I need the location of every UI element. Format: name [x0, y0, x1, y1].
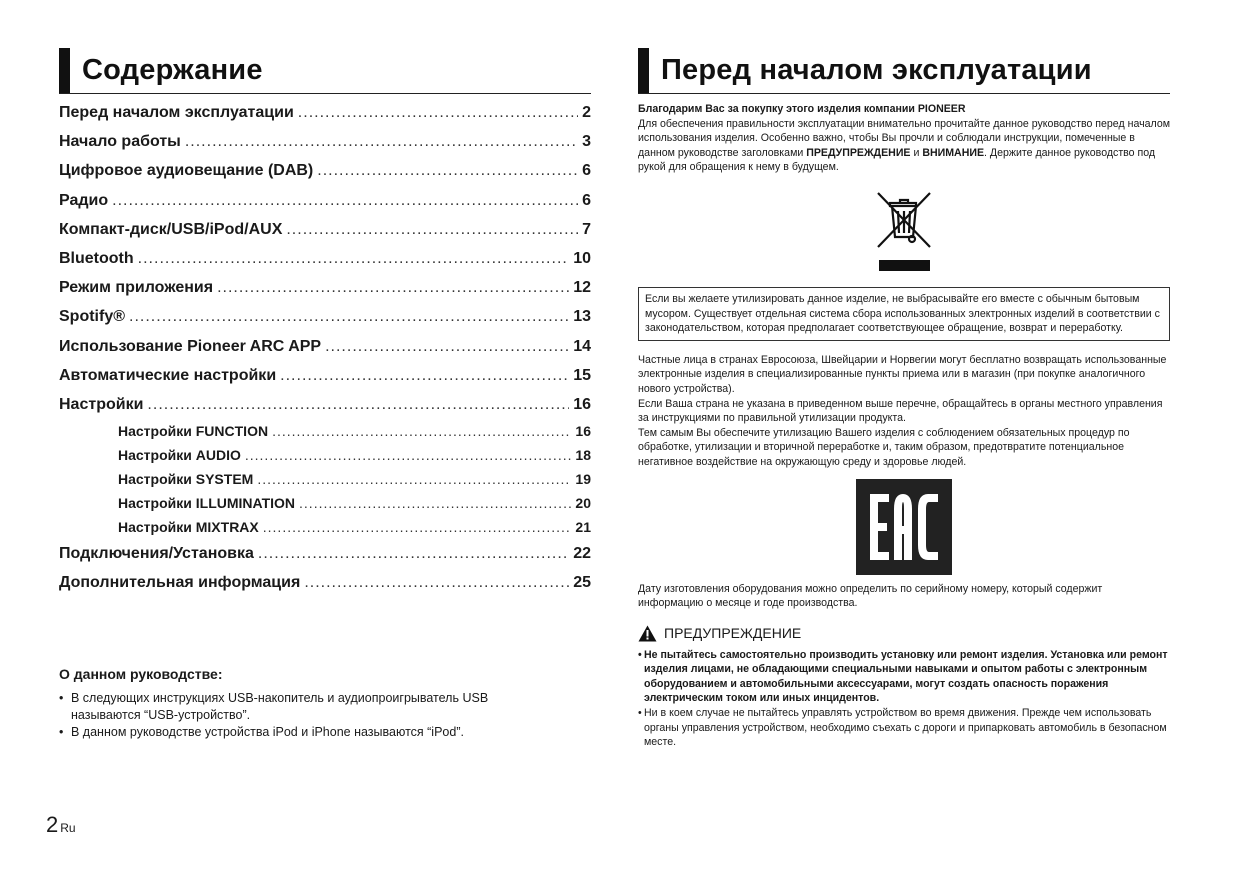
section-heading	[638, 48, 1170, 94]
toc-entry[interactable]	[59, 156, 591, 185]
toc-entry[interactable]	[59, 539, 591, 568]
toc-subentry-page: 18	[575, 447, 591, 464]
weee-symbol	[874, 189, 934, 271]
toc-leader	[263, 515, 572, 539]
intro-warning-word: ПРЕДУПРЕЖДЕНИЕ	[806, 146, 911, 159]
disposal-details	[638, 353, 1170, 470]
toc-entry-title: Bluetooth	[59, 249, 134, 267]
about-item	[59, 690, 539, 724]
about-manual	[59, 666, 539, 741]
section-title: Перед началом эксплуатации	[661, 54, 1092, 86]
disposal-notice-text: Если вы желаете утилизировать данное изделие, не выбрасывайте его вместе с обычным бытовым мусором. Существует отдельная система сбора использованных электронных изделий в соответствии с законодательством, которая предполагает соответствующее обращение, возврат и переработку.	[645, 292, 1160, 335]
bullet: •	[638, 707, 642, 720]
toc-entry-title: Настройки	[59, 395, 144, 413]
toc-subentry[interactable]	[59, 443, 591, 467]
disposal-paragraph: Тем самым Вы обеспечите утилизацию Вашего изделия с соблюдением обязательных процедур по обработке, утилизации и вторичной переработке и, таким образом, предотвратите потенциальное негативное воздействие на окружающую среду и здоровье людей.	[638, 426, 1130, 468]
toc-entry-page: 12	[573, 279, 591, 297]
toc-entry-page: 13	[573, 308, 591, 326]
warning-item	[638, 706, 1170, 750]
manufacture-date-note: Дату изготовления оборудования можно определить по серийному номеру, который содержит информацию о месяце и годе производства.	[638, 582, 1103, 610]
toc-leader	[325, 332, 569, 361]
intro-caution-word: ВНИМАНИЕ	[922, 146, 985, 159]
toc-leader	[147, 390, 569, 419]
toc-leader	[257, 467, 571, 491]
toc-subentry[interactable]	[59, 491, 591, 515]
about-item-text: В следующих инструкциях USB-накопитель и аудиопроигрыватель USB называются “USB-устройство”.	[71, 691, 489, 722]
toc-entry-title: Перед началом эксплуатации	[59, 104, 294, 121]
toc-entry[interactable]	[59, 568, 591, 597]
toc-entry-page: 10	[573, 249, 591, 267]
toc-leader	[138, 244, 570, 273]
disposal-notice-box	[638, 287, 1170, 341]
toc-list	[59, 98, 591, 597]
toc-entry-page: 15	[573, 366, 591, 384]
toc-entry-title: Компакт-диск/USB/iPod/AUX	[59, 220, 283, 238]
weee-bar	[879, 260, 930, 271]
warning-list	[638, 648, 1170, 750]
toc-leader	[185, 127, 578, 156]
toc-entry[interactable]	[59, 273, 591, 302]
toc-entry-page: 7	[582, 220, 591, 238]
toc-entry-title: Цифровое аудиовещание (DAB)	[59, 162, 314, 180]
toc-entry-title: Режим приложения	[59, 279, 214, 297]
warning-item-text: Ни в коем случае не пытайтесь управлять устройством во время движения. Прежде чем использовать органы управления устройством, необходимо съехать с дороги и припарковать автомобиль в безопасном месте.	[644, 707, 1167, 749]
toc-entry-title: Дополнительная информация	[59, 574, 301, 592]
toc-leader	[286, 215, 578, 244]
warning-item-text: Не пытайтесь самостоятельно производить установку или ремонт изделия. Установка или ремонт изделия лицами, не обладающими специальными навыками и опытом работы с электронным оборудованием и автомобильными аксессуарами, могут создать опасность поражения электрическим током или иных инцидентов.	[644, 648, 1168, 705]
warning-title: ПРЕДУПРЕЖДЕНИЕ	[664, 625, 802, 642]
toc-leader	[280, 361, 569, 390]
toc-subentry[interactable]	[59, 467, 591, 491]
toc-entry[interactable]	[59, 390, 591, 419]
eac-mark	[856, 479, 952, 575]
toc-subentry[interactable]	[59, 515, 591, 539]
toc-leader	[217, 273, 569, 302]
toc-subentry-title: Настройки MIXTRAX	[118, 519, 259, 536]
toc-entry[interactable]	[59, 361, 591, 390]
toc-entry[interactable]	[59, 215, 591, 244]
toc-entry[interactable]	[59, 186, 591, 215]
intro-and: и	[910, 146, 923, 159]
toc-entry-page: 6	[582, 191, 591, 209]
toc-subentry-page: 21	[575, 519, 591, 536]
toc-entry[interactable]	[59, 244, 591, 273]
heading-bar	[638, 48, 649, 93]
about-item-text: В данном руководстве устройства iPod и iPhone называются “iPod”.	[71, 725, 464, 739]
toc-title: Содержание	[82, 54, 263, 86]
toc-subentry-page: 19	[575, 471, 591, 488]
toc-entry[interactable]	[59, 302, 591, 331]
disposal-paragraph: Частные лица в странах Евросоюза, Швейцарии и Норвегии могут бесплатно возвращать использованные электронные изделия в специализированные пункты приема или в магазин (при покупке аналогичного нового устройства).	[638, 353, 1167, 395]
toc-subentry-title: Настройки ILLUMINATION	[118, 495, 296, 512]
toc-leader	[299, 491, 571, 515]
toc-entry-page: 16	[573, 395, 591, 413]
toc-leader	[112, 186, 578, 215]
warning-triangle-icon	[638, 625, 657, 642]
toc-entry-title: Начало работы	[59, 133, 181, 151]
toc-subentry[interactable]	[59, 419, 591, 443]
before-use-column	[638, 48, 1170, 750]
toc-entry-page: 3	[582, 133, 591, 151]
toc-subentry-title: Настройки FUNCTION	[118, 423, 269, 440]
toc-leader	[129, 302, 569, 331]
toc-leader	[298, 98, 578, 127]
toc-entry-title: Spotify®	[59, 308, 126, 326]
toc-entry-page: 22	[573, 545, 591, 563]
page-number	[46, 812, 76, 838]
disposal-paragraph: Если Ваша страна не указана в приведенном выше перечне, обращайтесь в органы местного управления за инструкциями по правильной утилизации продукта.	[638, 397, 1163, 425]
toc-entry[interactable]	[59, 98, 591, 127]
thanks-line: Благодарим Вас за покупку этого изделия компании PIONEER	[638, 103, 966, 115]
eac-logo-icon	[856, 479, 952, 575]
toc-leader	[304, 568, 569, 597]
warning-item	[638, 648, 1170, 706]
toc-subentry-page: 20	[575, 495, 591, 512]
crossed-bin-icon	[874, 189, 934, 251]
intro-text	[638, 102, 1170, 175]
page-language: Ru	[60, 821, 76, 835]
toc-entry[interactable]	[59, 127, 591, 156]
about-title: О данном руководстве:	[59, 666, 223, 682]
toc-leader	[317, 156, 578, 185]
intro-part: Для обеспечения правильности эксплуатации внимательно прочитайте данное руководство перед началом использования изделия. Особенно важно, чтобы Вы прочли и соблюдали инструкции, помеченные в данном руководстве заголовками	[638, 117, 1170, 159]
toc-leader	[272, 419, 571, 443]
toc-leader	[258, 539, 569, 568]
intro-part: . Держите данное руководство под рукой для обращения к нему в будущем.	[638, 146, 1156, 174]
about-item	[59, 724, 539, 741]
toc-subentry-page: 16	[575, 423, 591, 440]
toc-entry-title: Автоматические настройки	[59, 366, 277, 384]
toc-subentry-title: Настройки AUDIO	[118, 447, 241, 464]
warning-heading	[638, 625, 1170, 642]
toc-subentry-title: Настройки SYSTEM	[118, 471, 254, 488]
bullet: •	[59, 691, 64, 705]
toc-heading	[59, 48, 591, 94]
heading-bar	[59, 48, 70, 93]
bullet: •	[638, 648, 642, 661]
toc-entry-title: Использование Pioneer ARC APP	[59, 337, 322, 355]
toc-entry-title: Подключения/Установка	[59, 545, 254, 563]
toc-entry-page: 2	[582, 104, 591, 121]
bullet: •	[59, 725, 64, 739]
toc-entry-page: 14	[573, 337, 591, 355]
toc-leader	[245, 443, 572, 467]
toc-entry-title: Радио	[59, 191, 109, 209]
toc-entry[interactable]	[59, 332, 591, 361]
toc-column	[59, 48, 591, 597]
toc-entry-page: 6	[582, 162, 591, 180]
toc-entry-page: 25	[573, 574, 591, 592]
page-number-value: 2	[46, 812, 59, 837]
